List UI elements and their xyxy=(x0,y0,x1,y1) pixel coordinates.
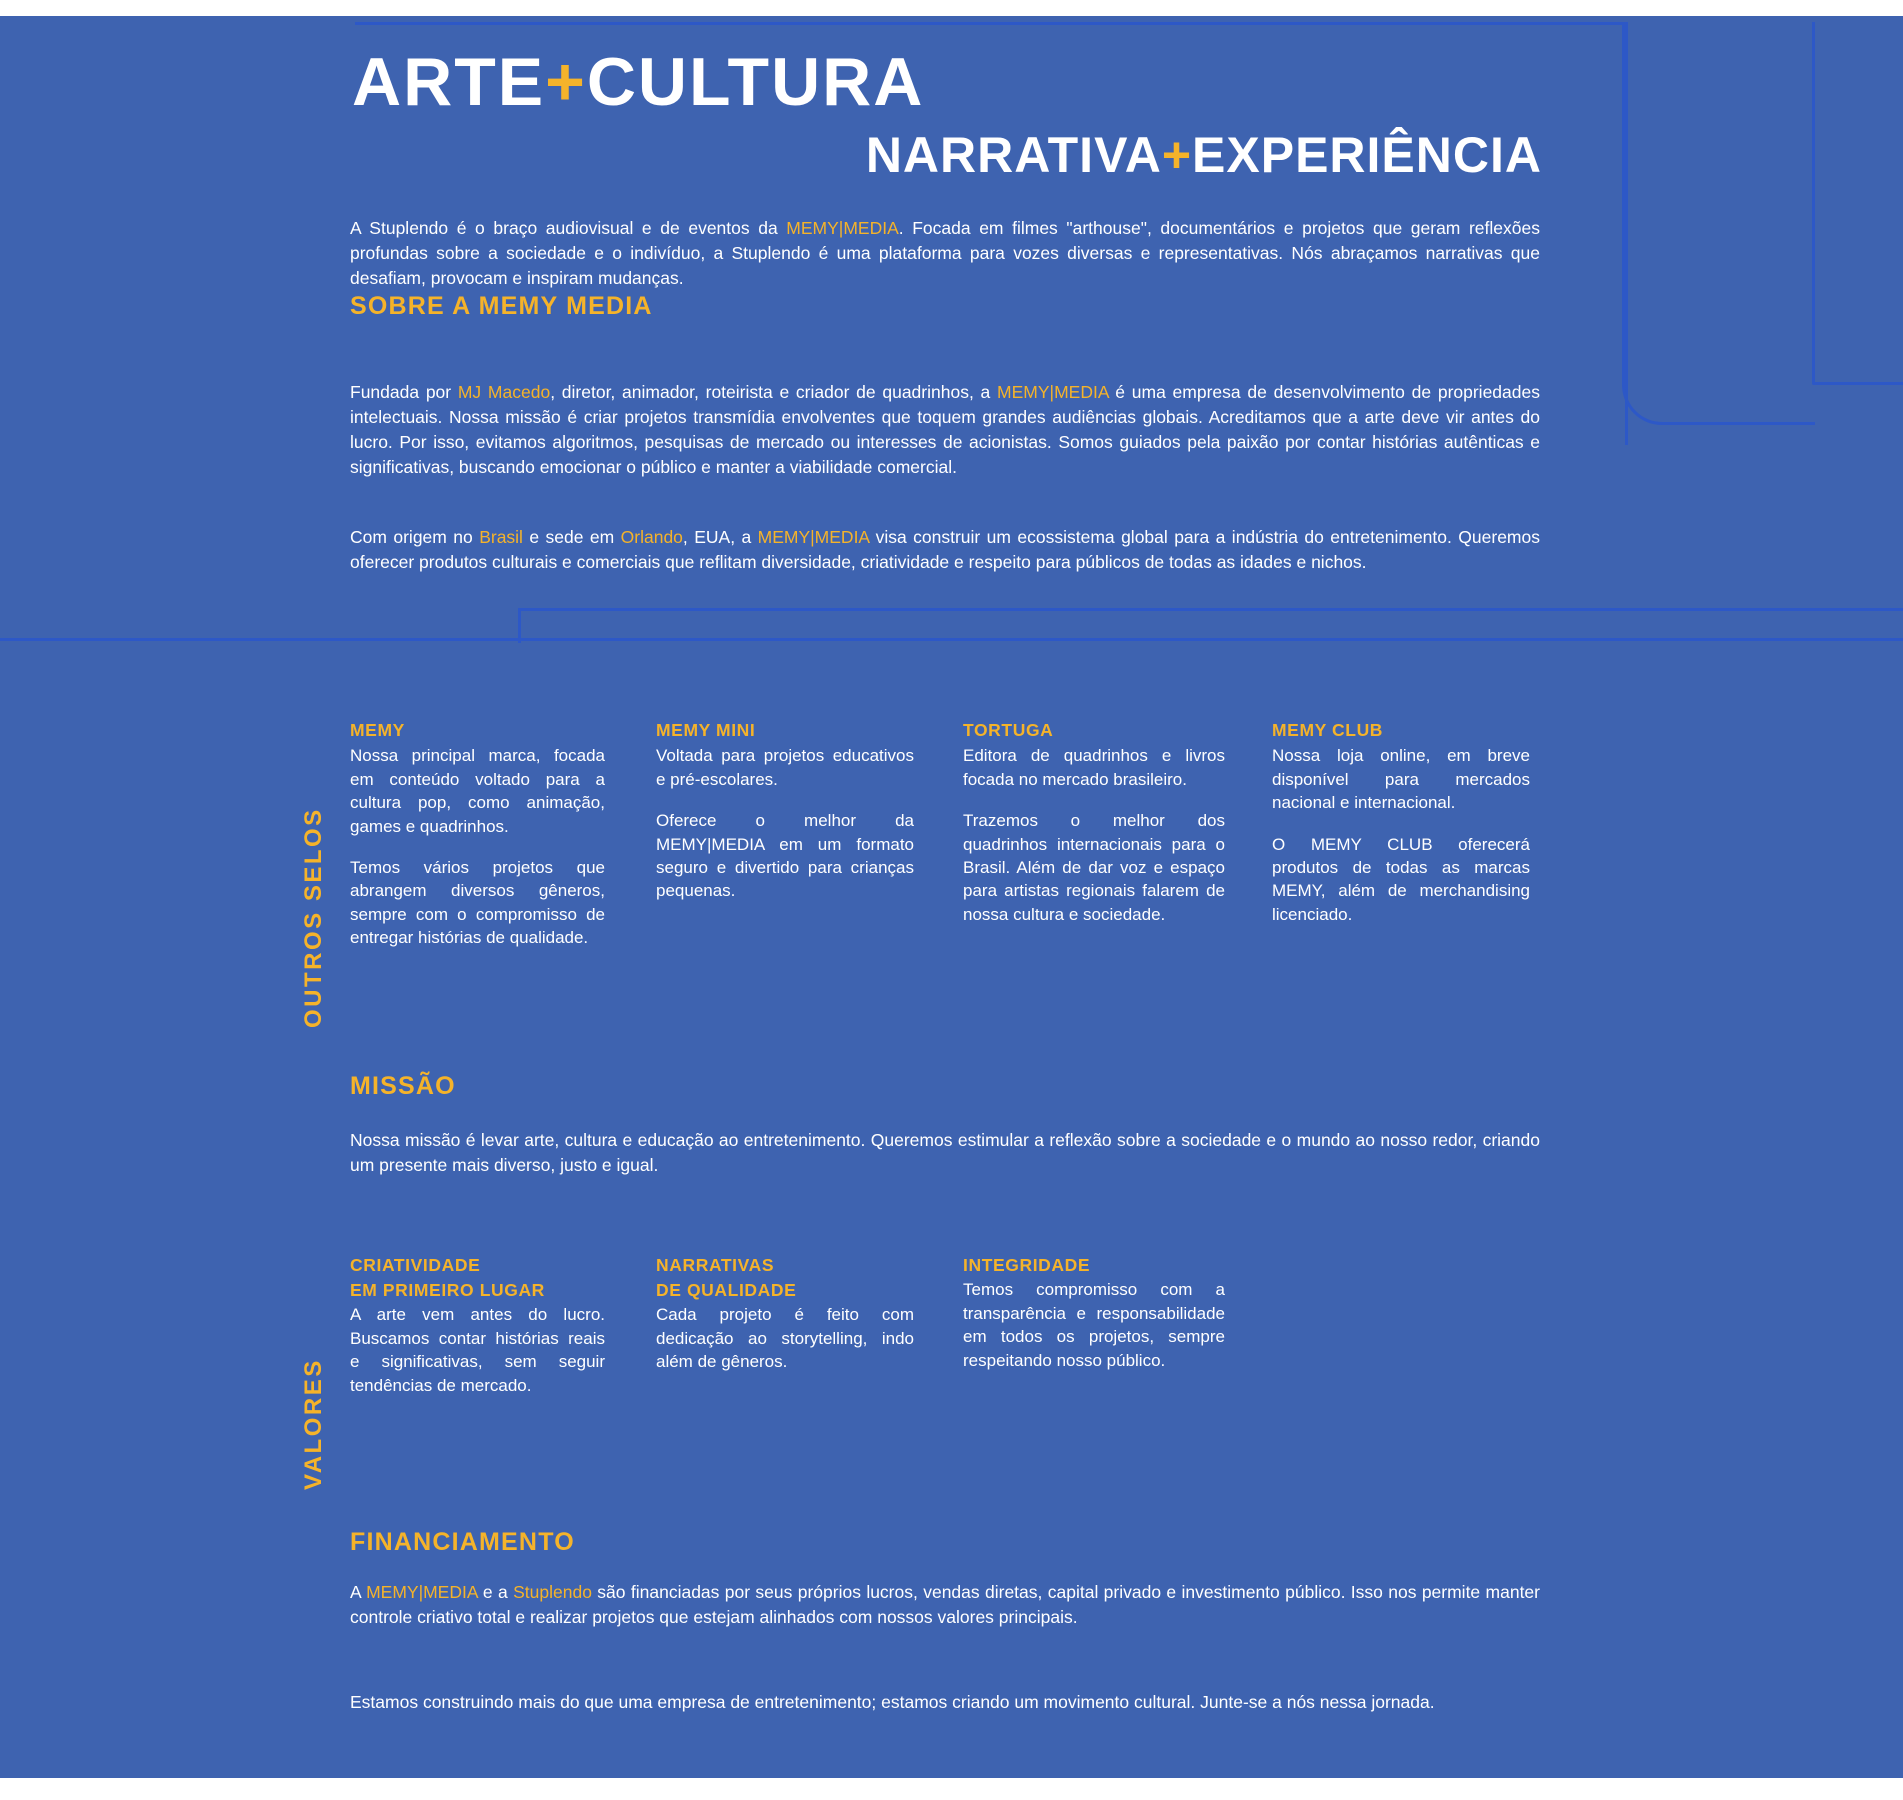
intro-brand: MEMY|MEDIA xyxy=(786,218,899,238)
selo-memy-mini-p2: Oferece o melhor da MEMY|MEDIA em um formato seguro e divertido para crianças pequenas. xyxy=(656,811,914,901)
decorative-horizontal-divider xyxy=(0,638,1903,641)
sobre2-city: Orlando xyxy=(620,527,683,547)
headline-line-1 xyxy=(352,44,1552,120)
decorative-step-line xyxy=(518,608,1903,643)
headline-plus-2: + xyxy=(1161,127,1193,183)
selo-title-memy-mini: MEMY MINI xyxy=(656,720,756,740)
valor-title-integridade-line1: INTEGRIDADE xyxy=(963,1255,1091,1275)
selo-column-memy-club xyxy=(1272,718,1530,944)
selo-title-memy: MEMY xyxy=(350,720,405,740)
valor-title-criatividade-line2: EM PRIMEIRO LUGAR xyxy=(350,1280,545,1301)
selo-column-tortuga xyxy=(963,718,1225,944)
sobre2-country: Brasil xyxy=(479,527,523,547)
financiamento-paragraph-1 xyxy=(350,1580,1540,1630)
sobre2-text-d: visa construir um ecossistema global para a indústria do entretenimento. Queremos oferecer produtos culturais e comerciais que reflitam diversidade, criatividade e respeito para públicos de todas as idades e nichos. xyxy=(350,527,1540,572)
valor-column-criatividade xyxy=(350,1253,605,1397)
financiamento-paragraph-2: Estamos construindo mais do que uma empresa de entretenimento; estamos criando um movimento cultural. Junte-se a nós nessa jornada. xyxy=(350,1692,1435,1712)
valor-column-integridade xyxy=(963,1253,1225,1372)
sobre-text-c: é uma empresa de desenvolvimento de propriedades intelectuais. Nossa missão é criar projetos transmídia envolventes que toquem grandes audiências globais. Acreditamos que a arte deve vir antes do lucro. Por isso, evitamos algoritmos, pesquisas de mercado ou interesses de acionistas. Somos guiados pela paixão por contar histórias autênticas e significativas, buscando emocionar o público e manter a viabilidade comercial. xyxy=(350,382,1540,477)
sobre-text-b: , diretor, animador, roteirista e criador de quadrinhos, a xyxy=(550,382,998,402)
vertical-label-valores: VALORES xyxy=(300,1358,327,1490)
sobre2-text-a: Com origem no xyxy=(350,527,480,547)
valor-title-narrativas-line1: NARRATIVAS xyxy=(656,1255,775,1275)
section-title-missao: MISSÃO xyxy=(350,1072,456,1100)
selo-tortuga-p2: Trazemos o melhor dos quadrinhos internacionais para o Brasil. Além de dar voz e espaço para artistas regionais falarem de nossa cultura e sociedade. xyxy=(963,811,1225,924)
selo-title-tortuga: TORTUGA xyxy=(963,720,1054,740)
sobre-founder-name: MJ Macedo xyxy=(457,382,551,402)
headline-narrativa: NARRATIVA xyxy=(865,127,1162,183)
decorative-u-shape xyxy=(1622,22,1815,425)
fin-text-b: e a xyxy=(477,1582,514,1602)
headline-experiencia: EXPERIÊNCIA xyxy=(1192,127,1542,183)
selo-tortuga-p1: Editora de quadrinhos e livros focada no mercado brasileiro. xyxy=(963,746,1225,789)
sobre-brand: MEMY|MEDIA xyxy=(997,382,1109,402)
fin-brand-stuplendo: Stuplendo xyxy=(513,1582,592,1602)
selo-memy-club-p2: O MEMY CLUB oferecerá produtos de todas as marcas MEMY, além de merchandising licenciado. xyxy=(1272,834,1530,924)
sobre-text-a: Fundada por xyxy=(350,382,458,402)
selo-memy-club-p1: Nossa loja online, em breve disponível para mercados nacional e internacional. xyxy=(1272,746,1530,813)
selo-column-memy-mini xyxy=(656,718,914,921)
selo-memy-p1: Nossa principal marca, focada em conteúdo voltado para a cultura pop, como animação, games e quadrinhos. xyxy=(350,746,605,836)
sobre2-text-b: e sede em xyxy=(522,527,621,547)
section-title-financiamento: FINANCIAMENTO xyxy=(350,1528,575,1556)
valor-title-narrativas-line2: DE QUALIDADE xyxy=(656,1280,797,1301)
valor-criatividade-body: A arte vem antes do lucro. Buscamos contar histórias reais e significativas, sem seguir tendências de mercado. xyxy=(350,1305,605,1395)
selo-memy-mini-p1: Voltada para projetos educativos e pré-escolares. xyxy=(656,746,914,789)
intro-paragraph xyxy=(350,216,1540,291)
valor-title-criatividade-line1: CRIATIVIDADE xyxy=(350,1255,481,1275)
valor-integridade-body: Temos compromisso com a transparência e responsabilidade em todos os projetos, sempre respeitando nosso público. xyxy=(963,1280,1225,1370)
headline-arte: ARTE xyxy=(352,44,546,120)
sobre-paragraph-2 xyxy=(350,525,1540,575)
headline-plus-1: + xyxy=(545,44,587,120)
headline-cultura: CULTURA xyxy=(586,44,925,120)
valor-column-narrativas xyxy=(656,1253,914,1374)
bottom-margin-strip xyxy=(0,1778,1903,1800)
selo-title-memy-club: MEMY CLUB xyxy=(1272,720,1384,740)
selo-memy-p2: Temos vários projetos que abrangem diversos gêneros, sempre com o compromisso de entregar histórias de qualidade. xyxy=(350,857,605,948)
sobre2-text-c: , EUA, a xyxy=(682,527,758,547)
headline-block xyxy=(352,44,1552,183)
intro-text-b: . Focada em filmes "arthouse", documentários e projetos que geram reflexões profundas sobre a sociedade e o indivíduo, a Stuplendo é uma plataforma para vozes diversas e representativas. Nós abraçamos narrativas que desafiam, provocam e inspiram mudanças. xyxy=(350,218,1540,288)
decorative-right-edge-shape xyxy=(1812,22,1903,385)
valor-narrativas-body: Cada projeto é feito com dedicação ao storytelling, indo além de gêneros. xyxy=(656,1305,914,1372)
fin-text-a: A xyxy=(350,1582,367,1602)
fin-brand-memymedia: MEMY|MEDIA xyxy=(366,1582,478,1602)
top-margin-strip xyxy=(0,0,1903,16)
headline-line-2 xyxy=(352,127,1542,183)
fin-text-c: são financiadas por seus próprios lucros, vendas diretas, capital privado e investimento público. Isso nos permite manter controle criativo total e realizar projetos que estejam alinhados com nossos valores principais. xyxy=(350,1582,1540,1627)
sobre-paragraph-1 xyxy=(350,380,1540,479)
selo-column-memy xyxy=(350,718,605,968)
missao-paragraph: Nossa missão é levar arte, cultura e educação ao entretenimento. Queremos estimular a reflexão sobre a sociedade e o mundo ao nosso redor, criando um presente mais diverso, justo e igual. xyxy=(350,1130,1540,1175)
vertical-label-outros-selos: OUTROS SELOS xyxy=(300,807,327,1028)
section-title-sobre: SOBRE A MEMY MEDIA xyxy=(350,292,653,320)
intro-text-a: A Stuplendo é o braço audiovisual e de eventos da xyxy=(350,218,787,238)
sobre2-brand: MEMY|MEDIA xyxy=(757,527,870,547)
